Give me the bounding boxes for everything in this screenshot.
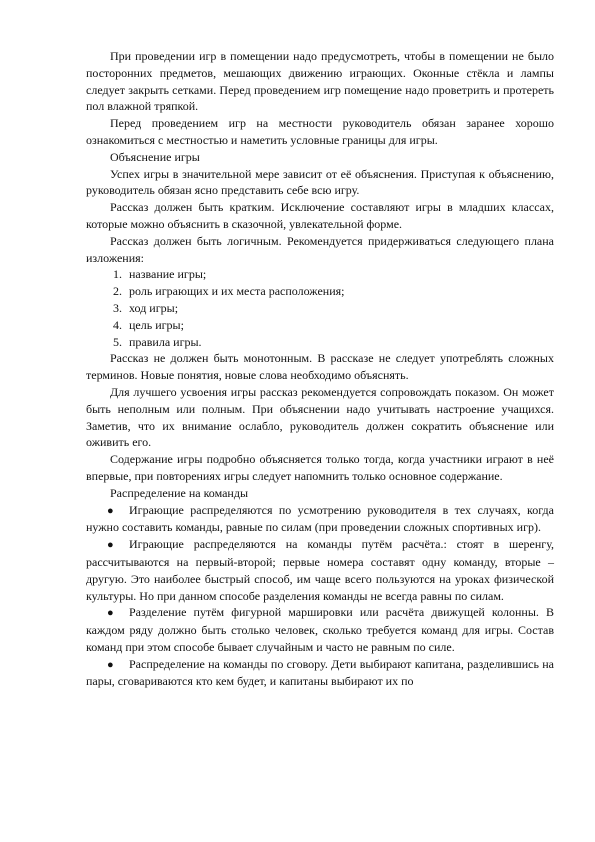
bullet-icon: ●	[107, 539, 114, 552]
document-body	[86, 48, 554, 690]
plan-item: 2. роль играющих и их места расположения;	[125, 283, 554, 300]
paragraph-indoor-preparation: При проведении игр в помещении надо предусмотреть, чтобы в помещении не было посторонних предметов, мешающих движению играющих. Оконные стёкла и лампы следует закрыть сетками. Перед проведением игр помещение надо проветрить и протереть пол влажной тряпкой.	[86, 49, 554, 114]
paragraph-content-repeat: Содержание игры подробно объясняется только тогда, когда участники играют в неё впервые, при повторениях игры следует напомнить только основное содержание.	[86, 452, 554, 483]
bullet-icon: ●	[107, 658, 114, 671]
paragraph-not-monotonous: Рассказ не должен быть монотонным. В рассказе не следует употреблять сложных терминов. Новые понятия, новые слова необходимо объяснять.	[86, 351, 554, 383]
paragraph-explanation-success: Успех игры в значительной мере зависит от её объяснения. Приступая к объяснению, руководитель обязан ясно представить себе всю игру.	[86, 166, 554, 198]
plan-list	[86, 266, 554, 350]
plan-item: 4. цель игры;	[125, 317, 554, 334]
bullet-icon: ●	[107, 607, 114, 620]
paragraph-story-brief: Рассказ должен быть кратким. Исключение составляют игры в младших классах, которые можно объяснить в сказочной, увлекательной форме.	[86, 200, 554, 231]
bullet-text: Разделение путём фигурной маршировки или расчёта движущей колонны. В каждом ряду должно быть столько человек, сколько требуется команд для игры. Состав команд при этом способе бывает случайным и часто не равным по силе.	[86, 605, 554, 654]
plan-item: 5. правила игры.	[125, 334, 554, 351]
bullet-item-agreement	[86, 656, 554, 691]
heading-game-explanation: Объяснение игры	[110, 149, 200, 164]
plan-item: 1. название игры;	[125, 266, 554, 283]
plan-item: 3. ход игры;	[125, 300, 554, 317]
bullet-text: Играющие распределяются по усмотрению руководителя в тех случаях, когда нужно составить команды, равные по силам (при проведении сложных спортивных игр).	[86, 502, 554, 535]
bullet-text: Играющие распределяются на команды путём расчёта.: стоят в шеренгу, рассчитываются на первый-второй; первые номера составят одну команду, вторые – другую. Это наиболее быстрый способ, им чаще всего пользуются на уроках физической культуры. Но при данном способе разделения команды не всегда равны по силам.	[86, 537, 554, 603]
paragraph-demonstration: Для лучшего усвоения игры рассказ рекомендуется сопровождать показом. Он может быть неполным или полным. При объяснении надо учитывать настроение учащихся. Заметив, что их внимание ослабло, руководитель должен сократить объяснение или оживить его.	[86, 384, 554, 450]
bullet-item-counting	[86, 536, 554, 604]
bullet-item-marching	[86, 604, 554, 655]
heading-team-distribution: Распределение на команды	[110, 485, 248, 500]
bullet-text: Распределение на команды по сговору. Дети выбирают капитана, разделившись на пары, сговариваются кто кем будет, и капитаны выбирают их по	[86, 656, 554, 689]
paragraph-story-logical: Рассказ должен быть логичным. Рекомендуется придерживаться следующего плана изложения:	[86, 233, 554, 265]
paragraph-outdoor-preparation: Перед проведением игр на местности руководитель обязан заранее хорошо ознакомиться с местностью и наметить условные границы для игры.	[86, 116, 554, 147]
bullet-item-leader-choice	[86, 502, 554, 537]
bullet-icon: ●	[107, 504, 114, 517]
